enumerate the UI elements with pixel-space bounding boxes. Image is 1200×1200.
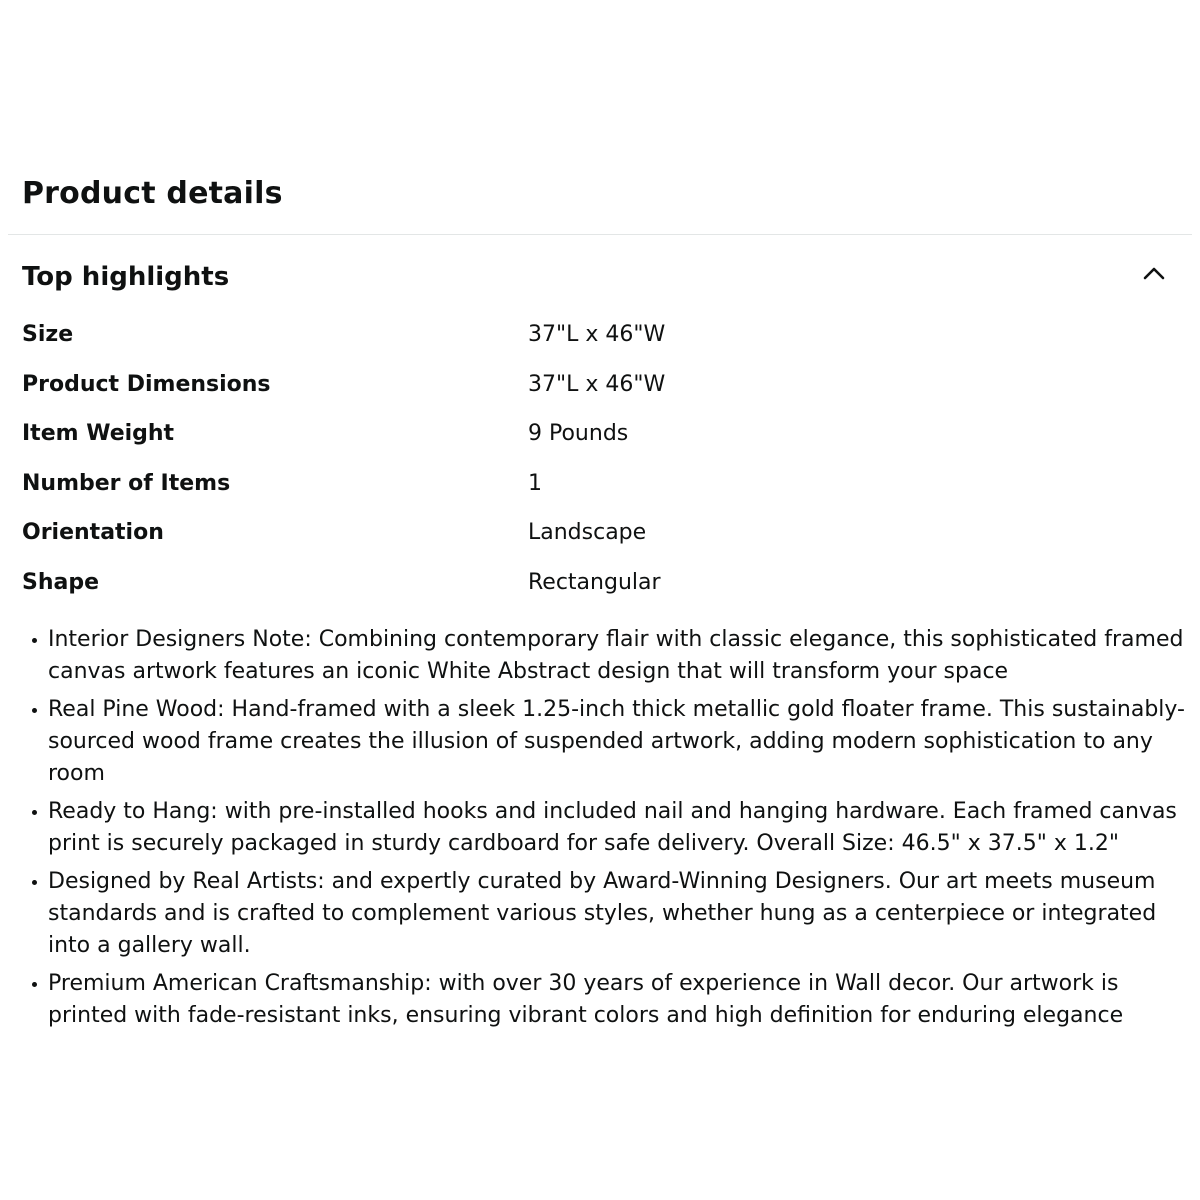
spec-label: Size (22, 322, 74, 347)
spec-value: 37"L x 46"W (528, 371, 666, 397)
spec-label: Product Dimensions (22, 371, 271, 397)
spec-label: Orientation (22, 520, 164, 546)
feature-bullet: Interior Designers Note: Combining contemporary flair with classic elegance, this sophisticated framed canvas artwork features an iconic White Abstract design that will transform your space (48, 624, 1188, 688)
page-title: Product details (22, 176, 283, 211)
spec-row-product-dimensions (22, 362, 1172, 412)
feature-bullets (48, 624, 1188, 1038)
chevron-up-icon[interactable] (1137, 257, 1171, 291)
spec-row-size (22, 312, 1172, 362)
spec-row-shape (22, 560, 1172, 610)
spec-value: 1 (528, 470, 542, 496)
spec-row-number-of-items (22, 461, 1172, 511)
spec-value: Rectangular (528, 569, 661, 595)
top-highlights-toggle[interactable] (0, 255, 1200, 301)
feature-bullet: Real Pine Wood: Hand-framed with a sleek 1.25-inch thick metallic gold floater frame. This sustainably-sourced wood frame creates the illusion of suspended artwork, adding modern sophistication to any room (48, 694, 1188, 790)
spec-value: Landscape (528, 520, 647, 546)
spec-label: Item Weight (22, 421, 175, 447)
spec-row-item-weight (22, 411, 1172, 461)
section-divider (8, 234, 1192, 235)
feature-bullet: Premium American Craftsmanship: with over 30 years of experience in Wall decor. Our artwork is printed with fade-resistant inks, ensuring vibrant colors and high definition for enduring elegance (48, 968, 1188, 1032)
spec-value: 9 Pounds (528, 421, 629, 447)
spec-label: Shape (22, 569, 100, 595)
feature-bullet: Ready to Hang: with pre-installed hooks and included nail and hanging hardware. Each framed canvas print is securely packaged in sturdy cardboard for safe delivery. Overall Size: 46.5" x 37.5" x 1.2" (48, 796, 1188, 860)
specs-table (22, 312, 1172, 610)
spec-value: 37"L x 46"W (528, 322, 666, 347)
spec-row-orientation (22, 510, 1172, 560)
section-title: Top highlights (22, 262, 230, 292)
spec-label: Number of Items (22, 470, 231, 496)
feature-bullet: Designed by Real Artists: and expertly curated by Award-Winning Designers. Our art meets museum standards and is crafted to complement various styles, whether hung as a centerpiece or integrated into a gallery wall. (48, 866, 1188, 962)
